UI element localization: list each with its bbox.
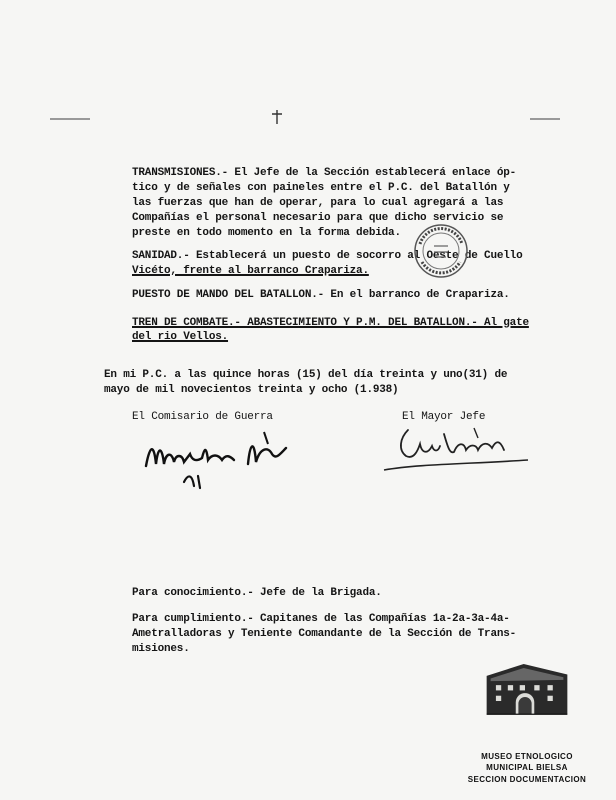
cross-mark-icon: [270, 110, 284, 124]
battalion-seal-icon: [412, 222, 470, 280]
puesto-mando-line: PUESTO DE MANDO DEL BATALLON.- En el barranco de Crapariza.: [132, 289, 510, 301]
museum-line-1: MUSEO ETNOLOGICO: [481, 752, 573, 761]
fecha-line-1: En mi P.C. a las quince horas (15) del día treinta y uno(31) de: [104, 369, 508, 381]
tren-combate-line-2: del rio Vellos.: [132, 331, 229, 343]
conocimiento-line: Para conocimiento.- Jefe de la Brigada.: [132, 587, 382, 599]
sanidad-line-2: Vicéto, frente al barranco Crapariza.: [132, 265, 369, 277]
scan-mark: [530, 118, 560, 120]
cumplimiento-line-2: Ametralladoras y Teniente Comandante de la Sección de Trans-: [132, 628, 517, 640]
transmisiones-line-1: TRANSMISIONES.- El Jefe de la Sección establecerá enlace óp-: [132, 167, 517, 179]
comisario-title: El Comisario de Guerra: [132, 411, 273, 423]
transmisiones-line-4: Compañías el personal necesario para que dicho servicio se: [132, 212, 504, 224]
sanidad-line-1: SANIDAD.- Establecerá un puesto de socorro al Oeste de Cuello: [132, 250, 523, 262]
comisario-signature-icon: [140, 424, 300, 494]
museum-line-2: MUNICIPAL BIELSA: [486, 763, 568, 772]
fecha-line-2: mayo de mil novecientos treinta y ocho (1.938): [104, 384, 399, 396]
tren-combate-line-1: TREN DE COMBATE.- ABASTECIMIENTO Y P.M. DEL BATALLON.- Al gate: [132, 317, 529, 329]
transmisiones-line-3: las fuerzas que han de operar, para lo cual agregará a las: [132, 197, 504, 209]
mayor-signature-icon: [378, 420, 538, 480]
cumplimiento-line-1: Para cumplimiento.- Capitanes de las Compañías 1a-2a-3a-4a-: [132, 613, 510, 625]
museum-line-3: SECCION DOCUMENTACION: [467, 775, 587, 784]
mayor-title: El Mayor Jefe: [402, 411, 486, 423]
cumplimiento-line-3: misiones.: [132, 643, 190, 655]
transmisiones-line-2: tico y de señales con paineles entre el P.C. del Batallón y: [132, 182, 510, 194]
museum-building-icon: [462, 660, 592, 746]
transmisiones-line-5: preste en todo momento en la forma debida.: [132, 227, 401, 239]
scan-mark: [50, 118, 90, 120]
